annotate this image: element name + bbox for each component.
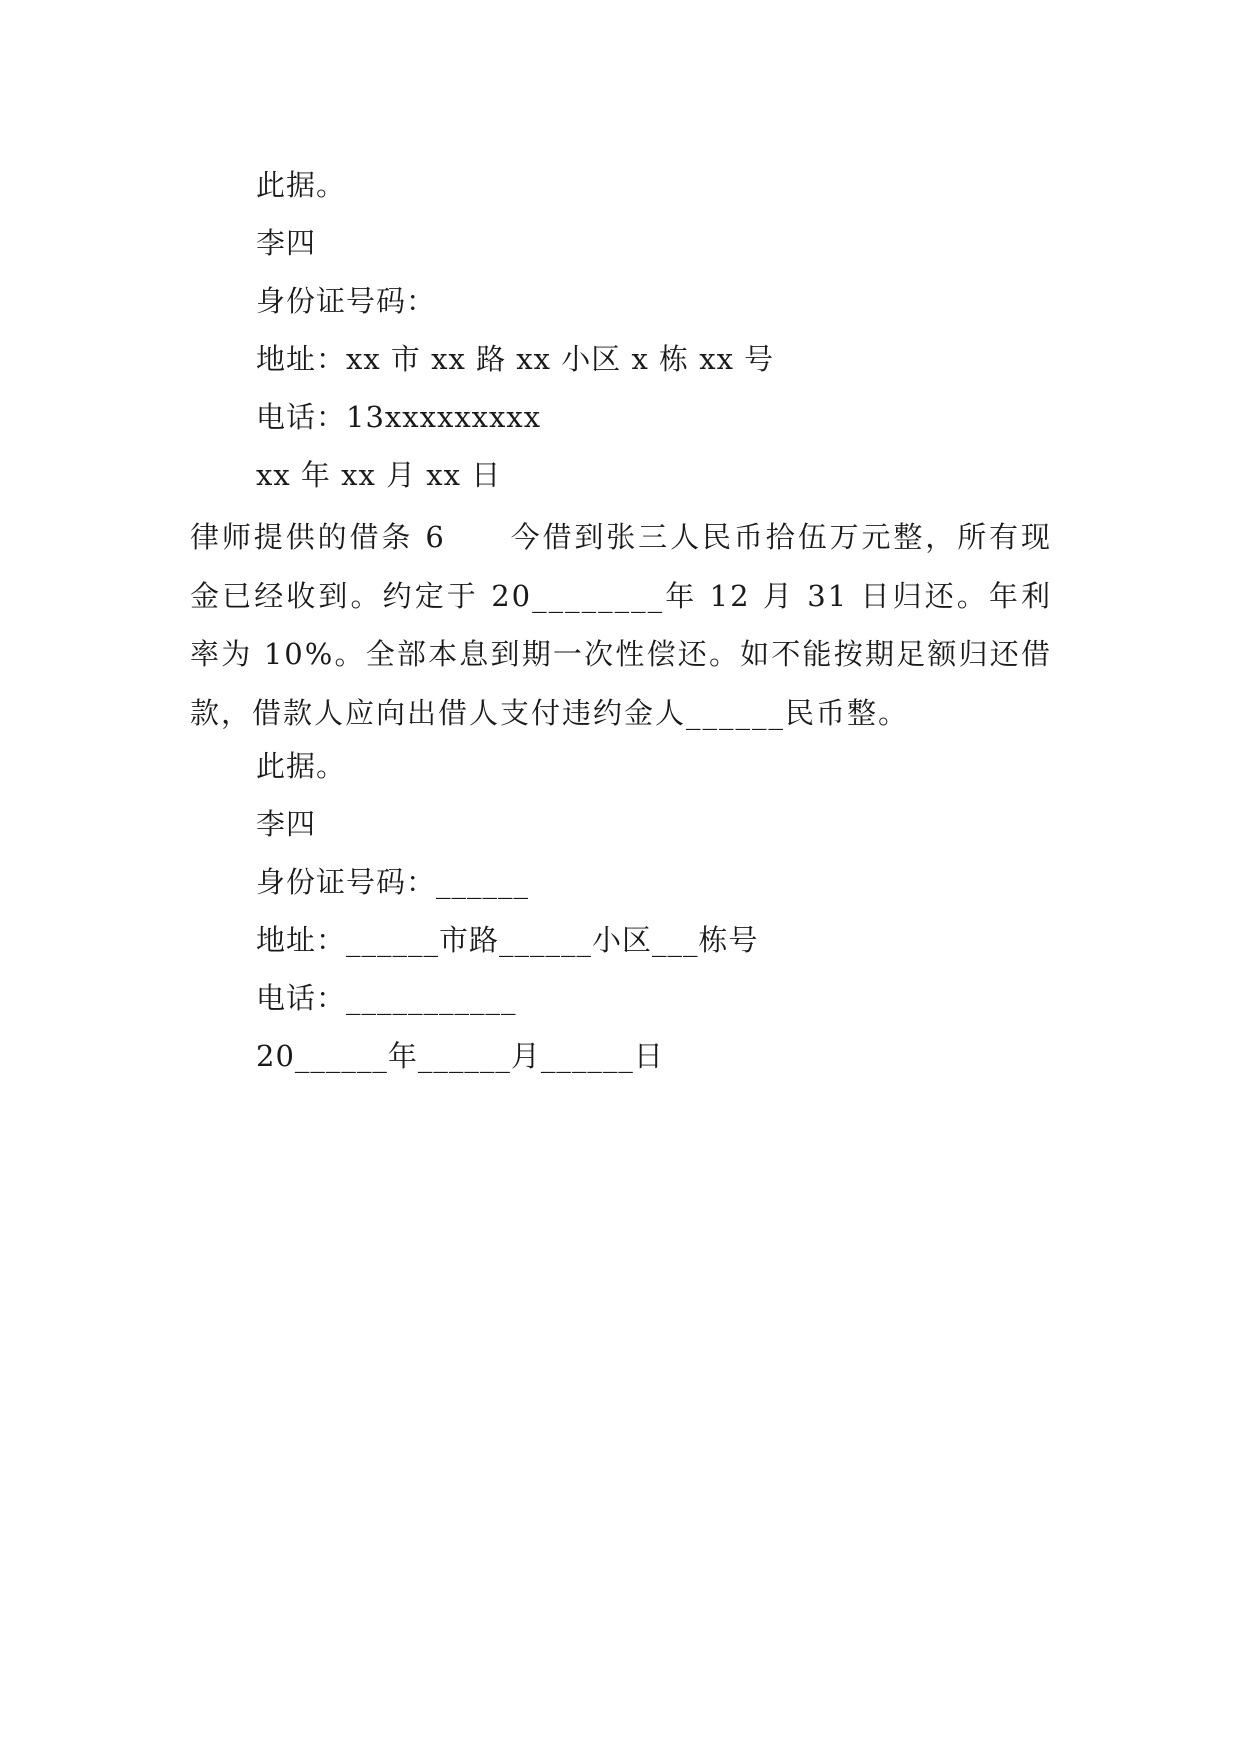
phone-line-1: 电话：13xxxxxxxxx	[256, 400, 542, 434]
phone-line-2: 电话：___________	[256, 981, 517, 1015]
borrower-name-2: 李四	[256, 807, 317, 841]
id-number-line-2: 身份证号码：______	[256, 865, 530, 899]
id-number-label-1: 身份证号码：	[256, 284, 437, 318]
date-line-2: 20______年______月______日	[256, 1039, 664, 1073]
receipt-closing-1: 此据。	[256, 168, 347, 202]
address-line-1: 地址：xx 市 xx 路 xx 小区 x 栋 xx 号	[256, 342, 775, 376]
address-line-2: 地址：______市路______小区___栋号	[256, 923, 759, 957]
receipt-closing-2: 此据。	[256, 749, 347, 783]
loan-note-paragraph: 律师提供的借条 6 今借到张三人民币拾伍万元整，所有现金已经收到。约定于 20________年 12 月 31 日归还。年利率为 10%。全部本息到期一次性偿还。如不能按期足额归还借款，借款人应向出借人支付违约金人______民币整。	[190, 520, 1052, 730]
date-line-1: xx 年 xx 月 xx 日	[256, 458, 502, 492]
borrower-name-1: 李四	[256, 226, 317, 260]
